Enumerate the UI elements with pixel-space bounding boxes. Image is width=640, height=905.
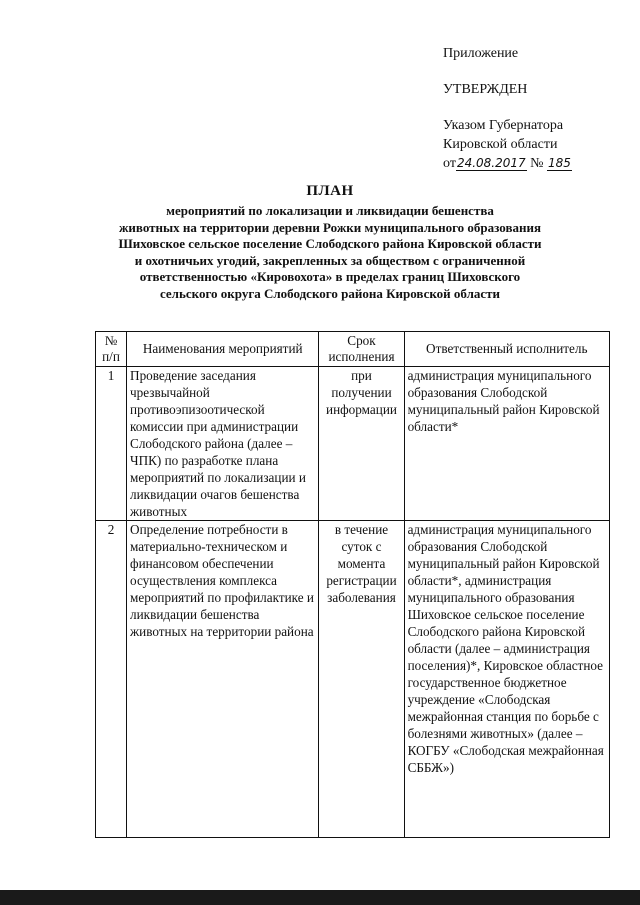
approved-label: УТВЕРЖДЕН [443, 82, 528, 97]
plan-subtitle-line: и охотничьих угодий, закрепленных за обществом с ограниченной [134, 252, 526, 268]
row-term: при получении информации [319, 367, 404, 521]
number-prefix: № [530, 156, 544, 171]
approval-block [443, 44, 633, 173]
table-row [96, 521, 610, 838]
decree-date-number [443, 154, 633, 173]
header-responsible: Ответственный исполнитель [404, 332, 609, 367]
plan-subtitle-line: животных на территории деревни Рожки муниципального образования [118, 219, 542, 235]
plan-subtitle-line: Шиховское сельское поселение Слободского района Кировской области [118, 236, 542, 252]
header-name: Наименования мероприятий [127, 332, 319, 367]
row-responsible: администрация муниципального образования Слободской муниципальный район Кировской области* [404, 367, 609, 521]
plan-subtitle-line: мероприятий по локализации и ликвидации бешенства [166, 203, 494, 218]
row-num: 1 [96, 367, 127, 521]
from-prefix: от [443, 156, 456, 171]
header-num: № п/п [96, 332, 127, 367]
plan-table [95, 331, 610, 838]
row-num: 2 [96, 521, 127, 838]
plan-heading: ПЛАН [306, 183, 354, 199]
table-header-row [96, 332, 610, 367]
row-name: Определение потребности в материально-техническом и финансовом обеспечении осуществления комплекса мероприятий по профилактике и ликвидации бешенства животных на территории района [127, 521, 319, 838]
plan-subtitle-line: ответственностью «Кировохота» в пределах границ Шиховского [139, 269, 521, 285]
decree-line-2: Кировской области [443, 137, 558, 152]
row-name: Проведение заседания чрезвычайной противоэпизоотической комиссии при администрации Слободского района (далее – ЧПК) по разработке плана мероприятий по локализации и ликвидации очагов бешенства животных [127, 367, 319, 521]
plan-subtitle-line: сельского округа Слободского района Кировской области [159, 285, 501, 301]
handwritten-date: 24.08.2017 [456, 156, 526, 170]
row-responsible: администрация муниципального образования Слободской муниципальный район Кировской области*, администрация муниципального образования Шиховское сельское поселение Слободского района Кировской области (далее – администрация поселения)*, Кировское областное государственное бюджетное учреждение «Слободская межрайонная станция по борьбе с болезнями животных» (далее – КОГБУ «Слободская межрайонная СББЖ») [404, 521, 609, 838]
scan-bottom-edge [0, 890, 640, 905]
handwritten-number: 185 [548, 156, 571, 170]
plan-title-block [40, 182, 620, 303]
table-row [96, 367, 610, 521]
row-term: в течение суток с момента регистрации заболевания [319, 521, 404, 838]
decree-line-1: Указом Губернатора [443, 118, 564, 133]
appendix-label: Приложение [443, 46, 519, 61]
header-term: Срок исполнения [319, 332, 404, 367]
